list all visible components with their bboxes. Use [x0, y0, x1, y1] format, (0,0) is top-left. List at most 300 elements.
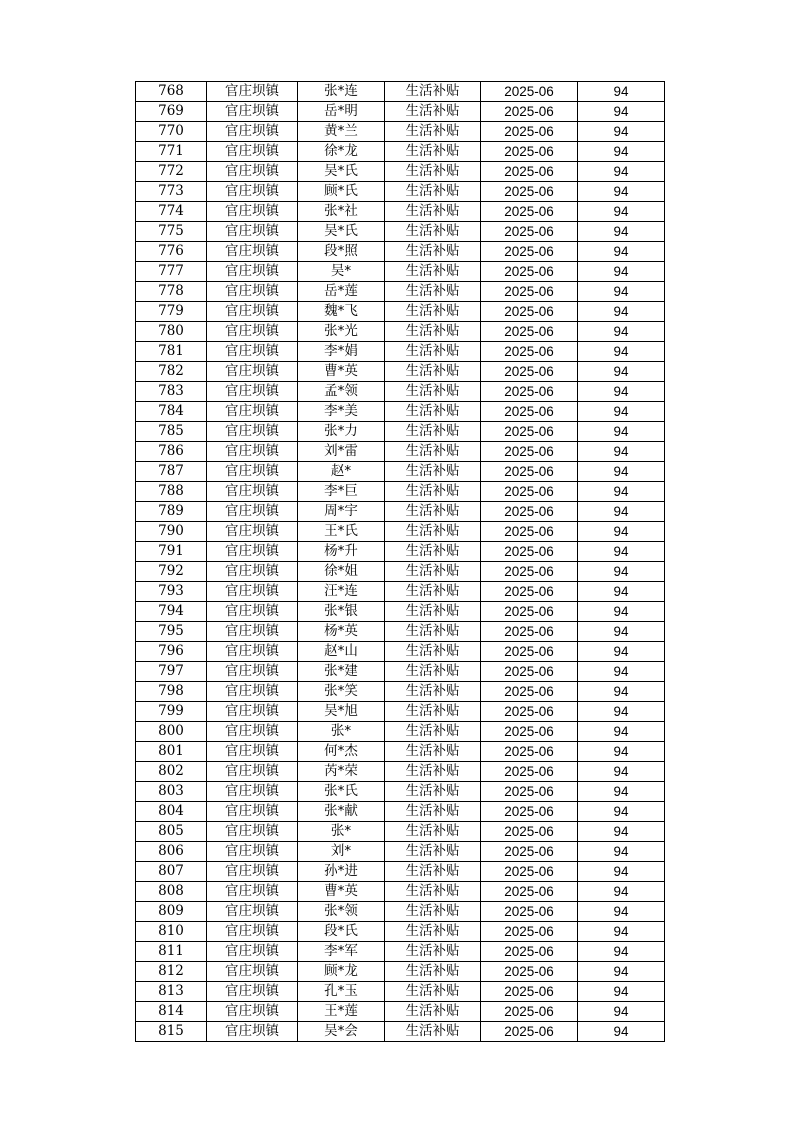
period-cell: 2025-06	[481, 842, 578, 862]
row-number-cell: 815	[136, 1022, 207, 1042]
subsidy-type-cell: 生活补贴	[385, 262, 481, 282]
recipient-name-cell: 孟*领	[298, 382, 385, 402]
period-cell: 2025-06	[481, 742, 578, 762]
amount-cell: 94	[578, 562, 665, 582]
row-number-cell: 768	[136, 82, 207, 102]
period-cell: 2025-06	[481, 362, 578, 382]
table-row	[136, 982, 665, 1002]
subsidy-type-cell: 生活补贴	[385, 682, 481, 702]
table-row	[136, 702, 665, 722]
recipient-name-cell: 张*建	[298, 662, 385, 682]
town-cell: 官庄坝镇	[207, 82, 298, 102]
period-cell: 2025-06	[481, 782, 578, 802]
subsidy-type-cell: 生活补贴	[385, 922, 481, 942]
subsidy-type-cell: 生活补贴	[385, 642, 481, 662]
recipient-name-cell: 顾*氏	[298, 182, 385, 202]
period-cell: 2025-06	[481, 662, 578, 682]
row-number-cell: 777	[136, 262, 207, 282]
table-row	[136, 482, 665, 502]
subsidy-type-cell: 生活补贴	[385, 842, 481, 862]
subsidy-type-cell: 生活补贴	[385, 782, 481, 802]
period-cell: 2025-06	[481, 202, 578, 222]
recipient-name-cell: 周*宇	[298, 502, 385, 522]
recipient-name-cell: 徐*姐	[298, 562, 385, 582]
row-number-cell: 791	[136, 542, 207, 562]
subsidy-table-body	[136, 82, 665, 1042]
recipient-name-cell: 吴*	[298, 262, 385, 282]
town-cell: 官庄坝镇	[207, 262, 298, 282]
period-cell: 2025-06	[481, 642, 578, 662]
row-number-cell: 802	[136, 762, 207, 782]
period-cell: 2025-06	[481, 762, 578, 782]
table-row	[136, 282, 665, 302]
row-number-cell: 775	[136, 222, 207, 242]
recipient-name-cell: 李*娟	[298, 342, 385, 362]
town-cell: 官庄坝镇	[207, 862, 298, 882]
subsidy-type-cell: 生活补贴	[385, 862, 481, 882]
period-cell: 2025-06	[481, 1002, 578, 1022]
period-cell: 2025-06	[481, 802, 578, 822]
period-cell: 2025-06	[481, 82, 578, 102]
row-number-cell: 773	[136, 182, 207, 202]
table-row	[136, 262, 665, 282]
amount-cell: 94	[578, 862, 665, 882]
amount-cell: 94	[578, 322, 665, 342]
subsidy-type-cell: 生活补贴	[385, 222, 481, 242]
amount-cell: 94	[578, 802, 665, 822]
amount-cell: 94	[578, 402, 665, 422]
town-cell: 官庄坝镇	[207, 742, 298, 762]
period-cell: 2025-06	[481, 822, 578, 842]
row-number-cell: 792	[136, 562, 207, 582]
subsidy-type-cell: 生活补贴	[385, 322, 481, 342]
subsidy-type-cell: 生活补贴	[385, 702, 481, 722]
amount-cell: 94	[578, 682, 665, 702]
row-number-cell: 812	[136, 962, 207, 982]
recipient-name-cell: 吴*氏	[298, 222, 385, 242]
town-cell: 官庄坝镇	[207, 822, 298, 842]
period-cell: 2025-06	[481, 902, 578, 922]
row-number-cell: 796	[136, 642, 207, 662]
table-row	[136, 682, 665, 702]
recipient-name-cell: 顾*龙	[298, 962, 385, 982]
recipient-name-cell: 张*氏	[298, 782, 385, 802]
table-row	[136, 782, 665, 802]
town-cell: 官庄坝镇	[207, 642, 298, 662]
town-cell: 官庄坝镇	[207, 702, 298, 722]
subsidy-type-cell: 生活补贴	[385, 402, 481, 422]
amount-cell: 94	[578, 982, 665, 1002]
recipient-name-cell: 张*社	[298, 202, 385, 222]
table-row	[136, 962, 665, 982]
table-row	[136, 742, 665, 762]
row-number-cell: 800	[136, 722, 207, 742]
table-row	[136, 342, 665, 362]
town-cell: 官庄坝镇	[207, 902, 298, 922]
amount-cell: 94	[578, 382, 665, 402]
period-cell: 2025-06	[481, 622, 578, 642]
subsidy-type-cell: 生活补贴	[385, 1002, 481, 1022]
amount-cell: 94	[578, 302, 665, 322]
recipient-name-cell: 张*力	[298, 422, 385, 442]
town-cell: 官庄坝镇	[207, 122, 298, 142]
amount-cell: 94	[578, 622, 665, 642]
table-row	[136, 202, 665, 222]
recipient-name-cell: 吴*旭	[298, 702, 385, 722]
subsidy-type-cell: 生活补贴	[385, 502, 481, 522]
recipient-name-cell: 张*领	[298, 902, 385, 922]
row-number-cell: 799	[136, 702, 207, 722]
subsidy-type-cell: 生活补贴	[385, 582, 481, 602]
subsidy-type-cell: 生活补贴	[385, 442, 481, 462]
amount-cell: 94	[578, 762, 665, 782]
table-row	[136, 362, 665, 382]
row-number-cell: 783	[136, 382, 207, 402]
recipient-name-cell: 芮*荣	[298, 762, 385, 782]
town-cell: 官庄坝镇	[207, 842, 298, 862]
table-row	[136, 642, 665, 662]
table-row	[136, 242, 665, 262]
town-cell: 官庄坝镇	[207, 222, 298, 242]
recipient-name-cell: 张*	[298, 822, 385, 842]
recipient-name-cell: 孔*玉	[298, 982, 385, 1002]
recipient-name-cell: 张*银	[298, 602, 385, 622]
table-row	[136, 942, 665, 962]
subsidy-type-cell: 生活补贴	[385, 962, 481, 982]
town-cell: 官庄坝镇	[207, 762, 298, 782]
amount-cell: 94	[578, 262, 665, 282]
recipient-name-cell: 王*氏	[298, 522, 385, 542]
subsidy-type-cell: 生活补贴	[385, 302, 481, 322]
town-cell: 官庄坝镇	[207, 622, 298, 642]
period-cell: 2025-06	[481, 422, 578, 442]
amount-cell: 94	[578, 122, 665, 142]
subsidy-type-cell: 生活补贴	[385, 662, 481, 682]
amount-cell: 94	[578, 662, 665, 682]
row-number-cell: 785	[136, 422, 207, 442]
town-cell: 官庄坝镇	[207, 362, 298, 382]
period-cell: 2025-06	[481, 342, 578, 362]
amount-cell: 94	[578, 222, 665, 242]
amount-cell: 94	[578, 1022, 665, 1042]
table-row	[136, 402, 665, 422]
town-cell: 官庄坝镇	[207, 922, 298, 942]
subsidy-type-cell: 生活补贴	[385, 102, 481, 122]
amount-cell: 94	[578, 242, 665, 262]
recipient-name-cell: 李*巨	[298, 482, 385, 502]
table-row	[136, 182, 665, 202]
town-cell: 官庄坝镇	[207, 102, 298, 122]
period-cell: 2025-06	[481, 502, 578, 522]
row-number-cell: 814	[136, 1002, 207, 1022]
row-number-cell: 782	[136, 362, 207, 382]
town-cell: 官庄坝镇	[207, 502, 298, 522]
period-cell: 2025-06	[481, 322, 578, 342]
period-cell: 2025-06	[481, 122, 578, 142]
town-cell: 官庄坝镇	[207, 402, 298, 422]
recipient-name-cell: 吴*会	[298, 1022, 385, 1042]
row-number-cell: 803	[136, 782, 207, 802]
table-row	[136, 102, 665, 122]
row-number-cell: 770	[136, 122, 207, 142]
table-row	[136, 562, 665, 582]
recipient-name-cell: 刘*雷	[298, 442, 385, 462]
town-cell: 官庄坝镇	[207, 562, 298, 582]
table-row	[136, 542, 665, 562]
town-cell: 官庄坝镇	[207, 462, 298, 482]
subsidy-type-cell: 生活补贴	[385, 202, 481, 222]
period-cell: 2025-06	[481, 162, 578, 182]
town-cell: 官庄坝镇	[207, 302, 298, 322]
row-number-cell: 769	[136, 102, 207, 122]
town-cell: 官庄坝镇	[207, 322, 298, 342]
table-row	[136, 882, 665, 902]
row-number-cell: 795	[136, 622, 207, 642]
row-number-cell: 784	[136, 402, 207, 422]
subsidy-type-cell: 生活补贴	[385, 482, 481, 502]
table-row	[136, 222, 665, 242]
table-row	[136, 82, 665, 102]
table-row	[136, 722, 665, 742]
period-cell: 2025-06	[481, 262, 578, 282]
recipient-name-cell: 杨*英	[298, 622, 385, 642]
row-number-cell: 813	[136, 982, 207, 1002]
town-cell: 官庄坝镇	[207, 1002, 298, 1022]
period-cell: 2025-06	[481, 402, 578, 422]
period-cell: 2025-06	[481, 302, 578, 322]
recipient-name-cell: 何*杰	[298, 742, 385, 762]
table-row	[136, 1002, 665, 1022]
amount-cell: 94	[578, 182, 665, 202]
row-number-cell: 778	[136, 282, 207, 302]
period-cell: 2025-06	[481, 702, 578, 722]
amount-cell: 94	[578, 782, 665, 802]
period-cell: 2025-06	[481, 462, 578, 482]
subsidy-type-cell: 生活补贴	[385, 882, 481, 902]
table-row	[136, 462, 665, 482]
subsidy-type-cell: 生活补贴	[385, 422, 481, 442]
recipient-name-cell: 孙*进	[298, 862, 385, 882]
period-cell: 2025-06	[481, 982, 578, 1002]
row-number-cell: 779	[136, 302, 207, 322]
period-cell: 2025-06	[481, 142, 578, 162]
period-cell: 2025-06	[481, 282, 578, 302]
period-cell: 2025-06	[481, 242, 578, 262]
row-number-cell: 786	[136, 442, 207, 462]
subsidy-type-cell: 生活补贴	[385, 122, 481, 142]
amount-cell: 94	[578, 1002, 665, 1022]
recipient-name-cell: 吴*氏	[298, 162, 385, 182]
period-cell: 2025-06	[481, 602, 578, 622]
amount-cell: 94	[578, 922, 665, 942]
subsidy-type-cell: 生活补贴	[385, 342, 481, 362]
subsidy-type-cell: 生活补贴	[385, 522, 481, 542]
recipient-name-cell: 徐*龙	[298, 142, 385, 162]
town-cell: 官庄坝镇	[207, 662, 298, 682]
recipient-name-cell: 张*光	[298, 322, 385, 342]
town-cell: 官庄坝镇	[207, 342, 298, 362]
table-row	[136, 422, 665, 442]
table-row	[136, 822, 665, 842]
town-cell: 官庄坝镇	[207, 162, 298, 182]
table-row	[136, 662, 665, 682]
table-row	[136, 522, 665, 542]
subsidy-type-cell: 生活补贴	[385, 602, 481, 622]
table-row	[136, 622, 665, 642]
period-cell: 2025-06	[481, 922, 578, 942]
amount-cell: 94	[578, 742, 665, 762]
row-number-cell: 806	[136, 842, 207, 862]
period-cell: 2025-06	[481, 442, 578, 462]
amount-cell: 94	[578, 462, 665, 482]
period-cell: 2025-06	[481, 862, 578, 882]
recipient-name-cell: 曹*英	[298, 362, 385, 382]
recipient-name-cell: 李*美	[298, 402, 385, 422]
amount-cell: 94	[578, 642, 665, 662]
recipient-name-cell: 魏*飞	[298, 302, 385, 322]
row-number-cell: 772	[136, 162, 207, 182]
table-row	[136, 802, 665, 822]
amount-cell: 94	[578, 502, 665, 522]
period-cell: 2025-06	[481, 542, 578, 562]
amount-cell: 94	[578, 882, 665, 902]
amount-cell: 94	[578, 102, 665, 122]
recipient-name-cell: 段*照	[298, 242, 385, 262]
row-number-cell: 771	[136, 142, 207, 162]
table-row	[136, 1022, 665, 1042]
town-cell: 官庄坝镇	[207, 182, 298, 202]
recipient-name-cell: 段*氏	[298, 922, 385, 942]
period-cell: 2025-06	[481, 722, 578, 742]
period-cell: 2025-06	[481, 562, 578, 582]
subsidy-type-cell: 生活补贴	[385, 942, 481, 962]
period-cell: 2025-06	[481, 382, 578, 402]
town-cell: 官庄坝镇	[207, 1022, 298, 1042]
amount-cell: 94	[578, 902, 665, 922]
subsidy-type-cell: 生活补贴	[385, 622, 481, 642]
subsidy-type-cell: 生活补贴	[385, 902, 481, 922]
town-cell: 官庄坝镇	[207, 782, 298, 802]
row-number-cell: 797	[136, 662, 207, 682]
row-number-cell: 808	[136, 882, 207, 902]
amount-cell: 94	[578, 582, 665, 602]
table-row	[136, 122, 665, 142]
row-number-cell: 780	[136, 322, 207, 342]
row-number-cell: 805	[136, 822, 207, 842]
row-number-cell: 781	[136, 342, 207, 362]
amount-cell: 94	[578, 142, 665, 162]
row-number-cell: 798	[136, 682, 207, 702]
table-row	[136, 602, 665, 622]
recipient-name-cell: 汪*连	[298, 582, 385, 602]
town-cell: 官庄坝镇	[207, 282, 298, 302]
row-number-cell: 807	[136, 862, 207, 882]
recipient-name-cell: 赵*	[298, 462, 385, 482]
table-row	[136, 502, 665, 522]
amount-cell: 94	[578, 202, 665, 222]
town-cell: 官庄坝镇	[207, 722, 298, 742]
amount-cell: 94	[578, 422, 665, 442]
amount-cell: 94	[578, 722, 665, 742]
town-cell: 官庄坝镇	[207, 522, 298, 542]
subsidy-type-cell: 生活补贴	[385, 142, 481, 162]
amount-cell: 94	[578, 962, 665, 982]
row-number-cell: 787	[136, 462, 207, 482]
subsidy-type-cell: 生活补贴	[385, 1022, 481, 1042]
recipient-name-cell: 杨*升	[298, 542, 385, 562]
row-number-cell: 790	[136, 522, 207, 542]
recipient-name-cell: 王*莲	[298, 1002, 385, 1022]
amount-cell: 94	[578, 162, 665, 182]
table-row	[136, 902, 665, 922]
town-cell: 官庄坝镇	[207, 802, 298, 822]
row-number-cell: 794	[136, 602, 207, 622]
recipient-name-cell: 李*军	[298, 942, 385, 962]
row-number-cell: 809	[136, 902, 207, 922]
town-cell: 官庄坝镇	[207, 542, 298, 562]
subsidy-type-cell: 生活补贴	[385, 562, 481, 582]
town-cell: 官庄坝镇	[207, 422, 298, 442]
town-cell: 官庄坝镇	[207, 982, 298, 1002]
recipient-name-cell: 张*笑	[298, 682, 385, 702]
table-row	[136, 762, 665, 782]
period-cell: 2025-06	[481, 522, 578, 542]
amount-cell: 94	[578, 522, 665, 542]
period-cell: 2025-06	[481, 962, 578, 982]
town-cell: 官庄坝镇	[207, 242, 298, 262]
row-number-cell: 776	[136, 242, 207, 262]
period-cell: 2025-06	[481, 942, 578, 962]
subsidy-type-cell: 生活补贴	[385, 82, 481, 102]
amount-cell: 94	[578, 82, 665, 102]
amount-cell: 94	[578, 602, 665, 622]
table-row	[136, 302, 665, 322]
subsidy-type-cell: 生活补贴	[385, 362, 481, 382]
period-cell: 2025-06	[481, 882, 578, 902]
amount-cell: 94	[578, 942, 665, 962]
town-cell: 官庄坝镇	[207, 382, 298, 402]
amount-cell: 94	[578, 282, 665, 302]
row-number-cell: 774	[136, 202, 207, 222]
subsidy-type-cell: 生活补贴	[385, 742, 481, 762]
row-number-cell: 804	[136, 802, 207, 822]
subsidy-type-cell: 生活补贴	[385, 162, 481, 182]
recipient-name-cell: 张*	[298, 722, 385, 742]
subsidy-type-cell: 生活补贴	[385, 802, 481, 822]
period-cell: 2025-06	[481, 1022, 578, 1042]
table-row	[136, 442, 665, 462]
town-cell: 官庄坝镇	[207, 882, 298, 902]
table-row	[136, 142, 665, 162]
period-cell: 2025-06	[481, 182, 578, 202]
town-cell: 官庄坝镇	[207, 682, 298, 702]
amount-cell: 94	[578, 342, 665, 362]
row-number-cell: 810	[136, 922, 207, 942]
amount-cell: 94	[578, 482, 665, 502]
recipient-name-cell: 岳*明	[298, 102, 385, 122]
period-cell: 2025-06	[481, 222, 578, 242]
amount-cell: 94	[578, 842, 665, 862]
town-cell: 官庄坝镇	[207, 582, 298, 602]
row-number-cell: 789	[136, 502, 207, 522]
recipient-name-cell: 赵*山	[298, 642, 385, 662]
amount-cell: 94	[578, 442, 665, 462]
town-cell: 官庄坝镇	[207, 142, 298, 162]
amount-cell: 94	[578, 822, 665, 842]
subsidy-type-cell: 生活补贴	[385, 282, 481, 302]
subsidy-type-cell: 生活补贴	[385, 722, 481, 742]
subsidy-type-cell: 生活补贴	[385, 182, 481, 202]
